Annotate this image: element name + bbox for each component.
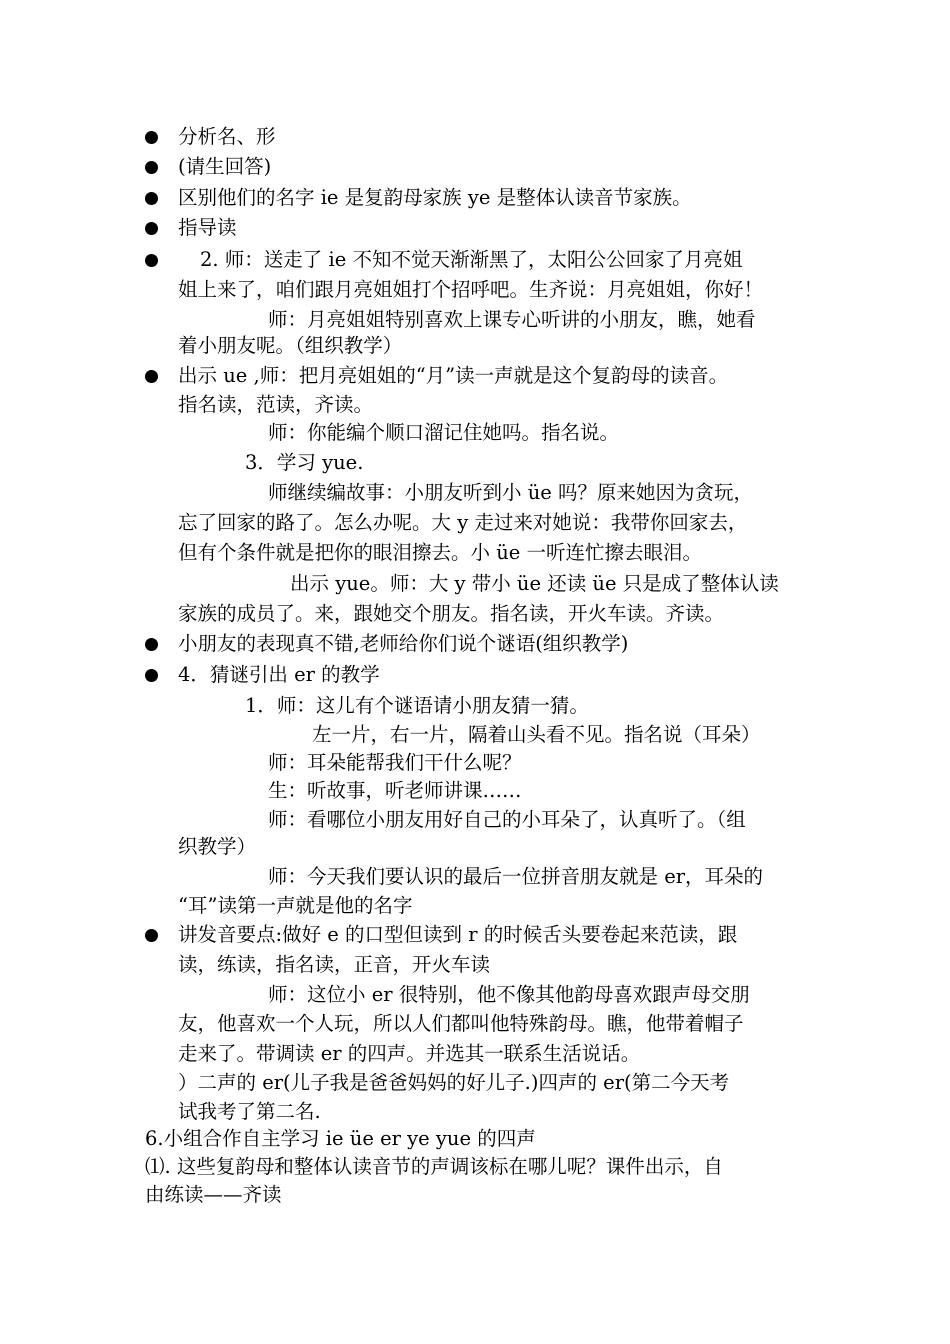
line-text: 师：你能编个顺口溜记住她吗。指名说。	[268, 421, 620, 444]
line-text: 由练读——齐读	[145, 1183, 282, 1206]
line-text: 但有个条件就是把你的眼泪擦去。小 üe 一听连忙擦去眼泪。	[178, 541, 702, 564]
line-text: 2. 师：送走了 ie 不知不觉天渐渐黑了，太阳公公回家了月亮姐	[200, 248, 743, 271]
bullet-icon	[145, 192, 158, 205]
bullet-icon	[145, 370, 158, 383]
line-text: 出示 ue ,师：把月亮姐姐的“月”读一声就是这个复韵母的读音。	[178, 364, 729, 387]
line-text: “耳”读第一声就是他的名字	[178, 894, 413, 917]
line-text: 1．师：这儿有个谜语请小朋友猜一猜。	[245, 694, 589, 717]
line-text: 6.小组合作自主学习 ie üe er ye yue 的四声	[145, 1127, 536, 1150]
line-text: 走来了。带调读 er 的四声。并选其一联系生活说话。	[178, 1042, 641, 1065]
line-text: 小朋友的表现真不错,老师给你们说个谜语(组织教学)	[178, 632, 629, 655]
line-text: (请生回答)	[178, 155, 272, 178]
line-text: 生：听故事，听老师讲课……	[268, 779, 522, 802]
line-text: 3．学习 yue.	[245, 451, 364, 474]
line-text: 4．猜谜引出 er 的教学	[178, 663, 380, 686]
line-text: ⑴. 这些复韵母和整体认读音节的声调该标在哪儿呢？课件出示，自	[145, 1155, 723, 1178]
line-text: 师：耳朵能帮我们干什么呢？	[268, 751, 522, 774]
bullet-icon	[145, 161, 158, 174]
line-text: 师：看哪位小朋友用好自己的小耳朵了，认真听了。（组	[268, 808, 746, 831]
line-text: 着小朋友呢。（组织教学）	[178, 334, 403, 357]
line-text: 师：月亮姐姐特别喜欢上课专心听讲的小朋友，瞧，她看	[268, 308, 756, 331]
bullet-icon	[145, 929, 158, 942]
line-text: 师继续编故事：小朋友听到小 üe 吗？原来她因为贪玩，	[268, 481, 753, 504]
line-text: 姐上来了，咱们跟月亮姐姐打个招呼吧。生齐说：月亮姐姐，你好！	[178, 278, 764, 301]
line-text: 读，练读，指名读，正音，开火车读	[178, 953, 491, 976]
bullet-icon	[145, 638, 158, 651]
line-text: 试我考了第二名.	[178, 1100, 321, 1123]
line-text: 师：今天我们要认识的最后一位拼音朋友就是 er，耳朵的	[268, 865, 764, 888]
line-text: 左一片，右一片，隔着山头看不见。指名说（耳朵）	[312, 723, 761, 746]
line-text: 师：这位小 er 很特别，他不像其他韵母喜欢跟声母交朋	[268, 983, 750, 1006]
bullet-icon	[145, 131, 158, 144]
bullet-icon	[145, 222, 158, 235]
line-text: 忘了回家的路了。怎么办呢。大 y 走过来对她说：我带你回家去，	[178, 511, 748, 534]
line-text: 区别他们的名字 ie 是复韵母家族 ye 是整体认读音节家族。	[178, 186, 692, 209]
line-text: 指导读	[178, 216, 237, 239]
line-text: ）二声的 er(儿子我是爸爸妈妈的好儿子.)四声的 er(第二今天考	[178, 1071, 730, 1094]
line-text: 家族的成员了。来，跟她交个朋友。指名读，开火车读。齐读。	[178, 602, 725, 625]
line-text: 分析名、形	[178, 125, 276, 148]
line-text: 友，他喜欢一个人玩，所以人们都叫他特殊韵母。瞧，他带着帽子	[178, 1012, 744, 1035]
line-text: 讲发音要点:做好 e 的口型但读到 r 的时候舌头要卷起来范读，跟	[178, 923, 738, 946]
line-text: 出示 yue。师：大 y 带小 üe 还读 üe 只是成了整体认读	[290, 572, 779, 595]
line-text: 指名读，范读，齐读。	[178, 393, 374, 416]
bullet-icon	[145, 254, 158, 267]
bullet-icon	[145, 669, 158, 682]
line-text: 织教学）	[178, 835, 257, 858]
